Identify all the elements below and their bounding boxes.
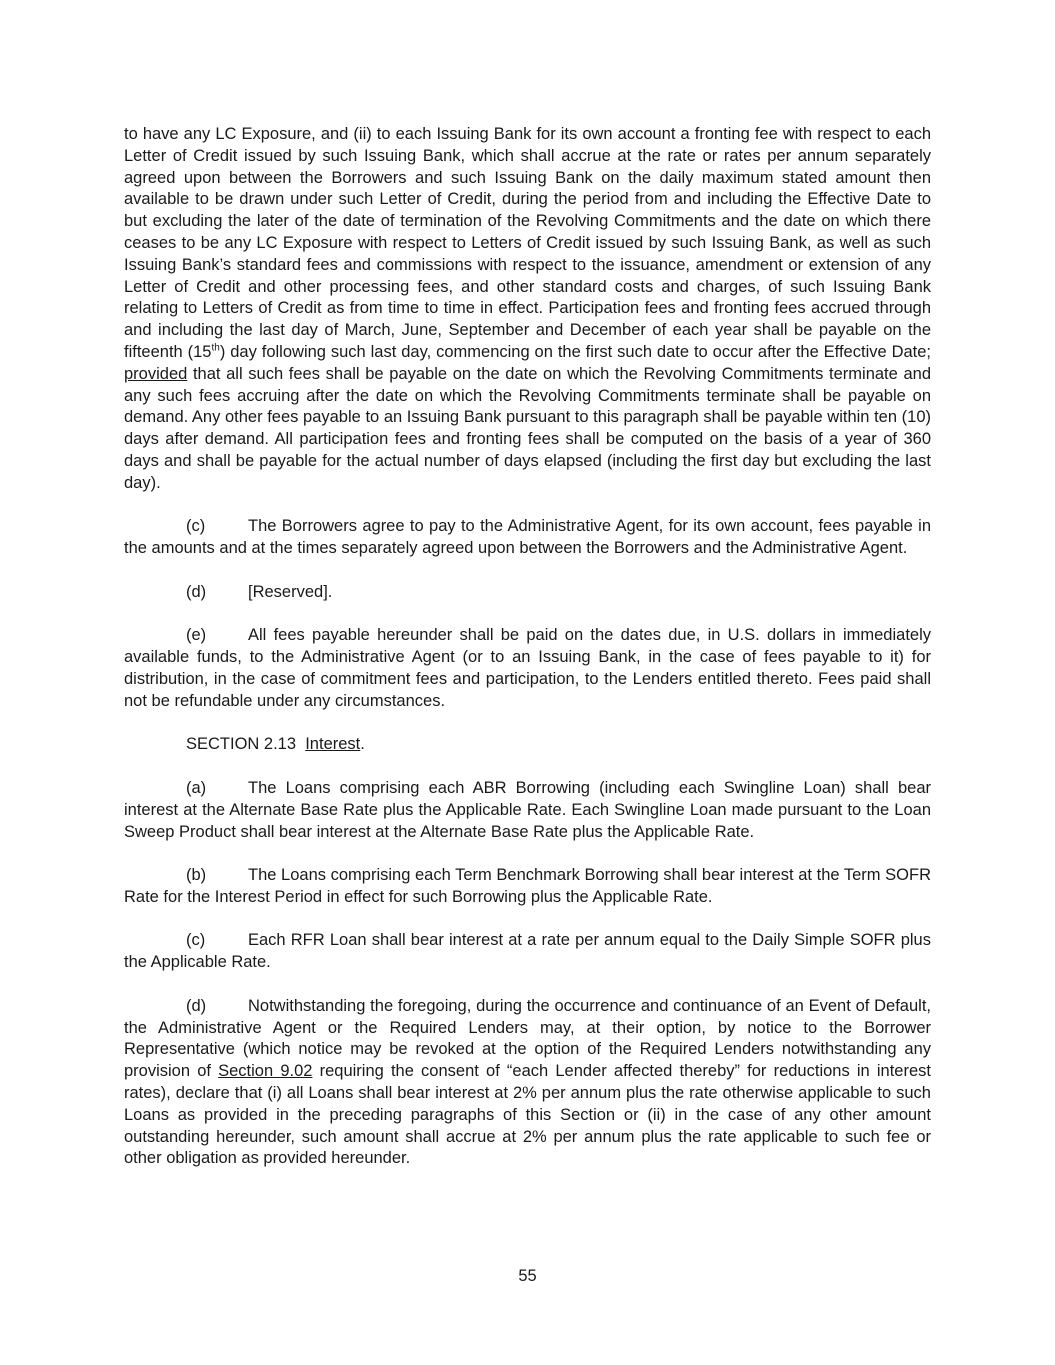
- paragraph-interest-a: [124, 778, 931, 843]
- paragraph-interest-d: [124, 996, 931, 1170]
- section-title: Interest: [305, 735, 361, 754]
- paragraph-text: that all such fees shall be payable on the date on which the Revolving Commitments terminate and any such fees accruing after the date on which the Revolving Commitments terminate shall be payable on demand. Any other fees payable to an Issuing Bank pursuant to this paragraph shall be payable within ten (10) days after demand. All participation fees and fronting fees shall be computed on the basis of a year of 360 days and shall be payable for the actual number of days elapsed (including the first day but excluding the last day).: [124, 364, 931, 492]
- paragraph-e-payment-of-fees: [124, 625, 931, 712]
- clause-label: (c): [186, 517, 206, 536]
- paragraph-c-admin-agent-fees: [124, 516, 931, 560]
- paragraph-text: Notwithstanding the foregoing, during the occurrence and continuance of an Event of Default, the Administrative Agent or the Required Lenders may, at their option, by notice to the Borrower Representative (which notice may be revoked at the option of the Required Lenders notwithstanding any provision of: [124, 996, 931, 1081]
- paragraph-text: The Borrowers agree to pay to the Administrative Agent, for its own account, fees payable in the amounts and at the times separately agreed upon between the Borrowers and the Administrative Agent.: [124, 517, 931, 558]
- paragraph-interest-b: [124, 865, 931, 909]
- page-body: [124, 124, 931, 1192]
- superscript: th: [211, 342, 220, 354]
- clause-label: (d): [186, 996, 207, 1015]
- paragraph-text: ) day following such last day, commencing on the first such date to occur after the Effective Date;: [219, 342, 932, 361]
- section-heading: [124, 734, 931, 756]
- paragraph-fronting-fees: [124, 124, 931, 495]
- provided-term: provided: [124, 364, 188, 383]
- section-number: SECTION 2.13: [186, 735, 297, 754]
- paragraph-text: The Loans comprising each ABR Borrowing (including each Swingline Loan) shall bear interest at the Alternate Base Rate plus the Applicable Rate. Each Swingline Loan made pursuant to the Loan Sweep Product shall bear interest at the Alternate Base Rate plus the Applicable Rate.: [124, 778, 931, 841]
- paragraph-text: requiring the consent of “each Lender affected thereby” for reductions in interest rates), declare that (i) all Loans shall bear interest at 2% per annum plus the rate otherwise applicable to such Loans as provided in the preceding paragraphs of this Section or (ii) in the case of any other amount outstanding hereunder, such amount shall accrue at 2% per annum plus the rate applicable to such fee or other obligation as provided hereunder.: [124, 1062, 931, 1168]
- paragraph-text: to have any LC Exposure, and (ii) to each Issuing Bank for its own account a fronting fee with respect to each Letter of Credit issued by such Issuing Bank, which shall accrue at the rate or rates per annum separately agreed upon between the Borrowers and such Issuing Bank on the daily maximum stated amount then available to be drawn under such Letter of Credit, during the period from and including the Effective Date to but excluding the later of the date of termination of the Revolving Commitments and the date on which there ceases to be any LC Exposure with respect to Letters of Credit issued by such Issuing Bank, as well as such Issuing Bank’s standard fees and commissions with respect to the issuance, amendment or extension of any Letter of Credit and other processing fees, and other standard costs and charges, of such Issuing Bank relating to Letters of Credit as from time to time in effect. Participation fees and fronting fees accrued through and including the last day of March, June, September and December of each year shall be payable on the fifteenth (15: [124, 125, 931, 361]
- section-reference: Section 9.02: [218, 1062, 313, 1081]
- paragraph-interest-c: [124, 930, 931, 974]
- clause-label: (e): [186, 626, 207, 645]
- clause-label: (a): [186, 778, 207, 797]
- paragraph-d-reserved: [124, 582, 931, 604]
- paragraph-text: [Reserved].: [248, 582, 333, 601]
- section-title-period: .: [360, 735, 365, 754]
- clause-label: (d): [186, 582, 207, 601]
- paragraph-text: The Loans comprising each Term Benchmark Borrowing shall bear interest at the Term SOFR Rate for the Interest Period in effect for such Borrowing plus the Applicable Rate.: [124, 866, 931, 906]
- clause-label: (c): [186, 931, 206, 950]
- page-number: 55: [518, 1267, 537, 1285]
- clause-label: (b): [186, 866, 207, 885]
- paragraph-text: Each RFR Loan shall bear interest at a rate per annum equal to the Daily Simple SOFR plus the Applicable Rate.: [124, 931, 931, 972]
- paragraph-text: All fees payable hereunder shall be paid on the dates due, in U.S. dollars in immediately available funds, to the Administrative Agent (or to an Issuing Bank, in the case of fees payable to it) for distribution, in the case of commitment fees and participation, to the Lenders entitled thereto. Fees paid shall not be refundable under any circumstances.: [124, 626, 931, 710]
